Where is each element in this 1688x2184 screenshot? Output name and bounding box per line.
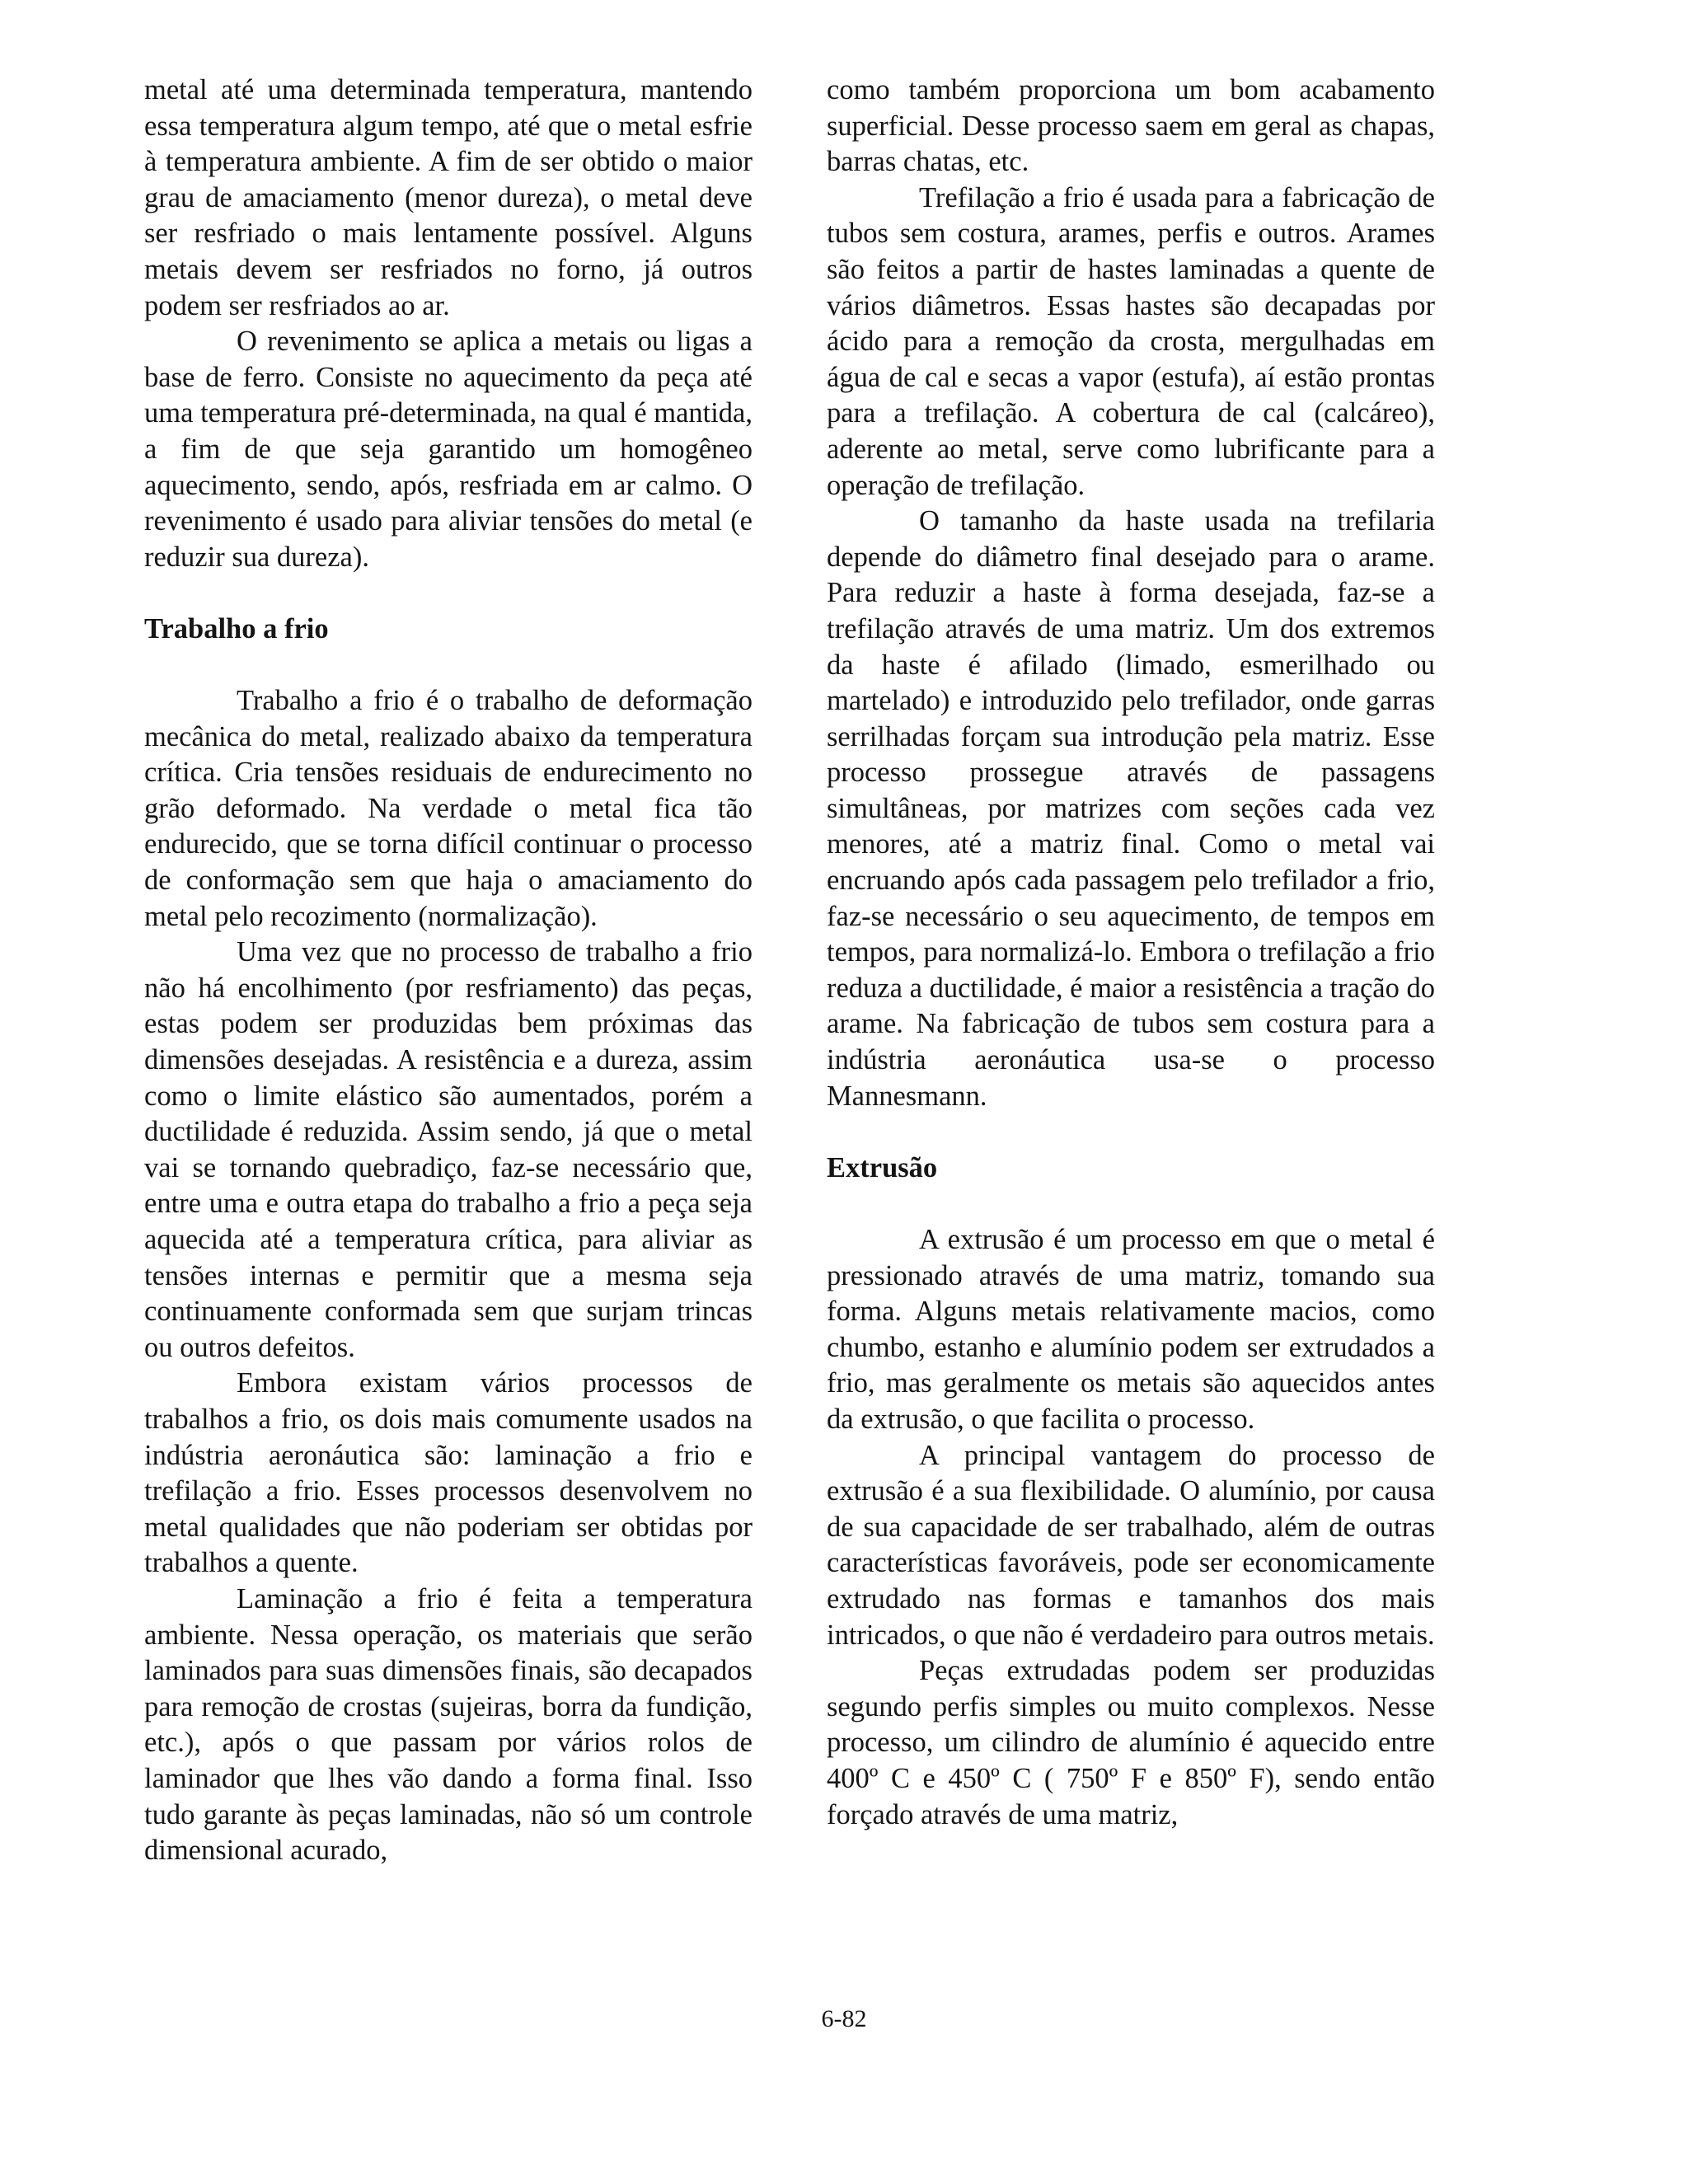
paragraph-wire-drawing: O tamanho da haste usada na trefilaria depende do diâmetro final desejado para o arame. Para reduzir a haste à forma desejada, faz-se a trefilação através de uma matriz. Um dos extremos da haste é afilado (limado, esmerilhado ou martelado) e introduzido pelo trefilador, onde garras serrilhadas forçam sua introdução pela matriz. Esse processo prossegue através de passagens simultâneas, por matrizes com seções cada vez menores, até a matriz final. Como o metal vai encruando após cada passagem pelo trefilador a frio, faz-se necessário o seu aquecimento, de tempos em tempos, para normalizá-lo. Embora o trefilação a frio reduza a ductilidade, é maior a resistência a tração do arame. Na fabricação de tubos sem costura para a indústria aeronáutica usa-se o processo Mannesmann. <box>827 505 1435 1112</box>
paragraph-cold-work-definition: Trabalho a frio é o trabalho de deformação mecânica do metal, realizado abaixo da temperatura crítica. Cria tensões residuais de endurecimento no grão deformado. Na verdade o metal fica tão endurecido, que se torna difícil continuar o processo de conformação sem que haja o amaciamento do metal pelo recozimento (normalização). <box>144 685 753 932</box>
paragraph-extrusion-process: Peças extrudadas podem ser produzidas segundo perfis simples ou muito complexos. Nesse processo, um cilindro de alumínio é aquecido entre 400º C e 450º C ( 750º F e 850º F), sendo então forçado através de uma matriz, <box>827 1655 1435 1830</box>
page-number: 6-82 <box>821 2005 867 2032</box>
spacer <box>144 648 753 684</box>
paragraph-annealing-continued: metal até uma determinada temperatura, mantendo essa temperatura algum tempo, até que o metal esfrie à temperatura ambiente. A fim de ser obtido o maior grau de amaciamento (menor dureza), o metal deve ser resfriado o mais lentamente possível. Alguns metais devem ser resfriados no forno, já outros podem ser resfriados ao ar. <box>144 74 753 321</box>
paragraph-extrusion-advantage: A principal vantagem do processo de extrusão é a sua flexibilidade. O alumínio, por causa de sua capacidade de ser trabalhado, além de outras características favoráveis, pode ser economicamente extrudado nas formas e tamanhos dos mais intricados, o que não é verdadeiro para outros metais. <box>827 1439 1435 1651</box>
paragraph-cold-work-processes: Embora existam vários processos de trabalhos a frio, os dois mais comumente usados na indústria aeronáutica são: laminação a frio e trefilação a frio. Esses processos desenvolvem no metal qualidades que não poderiam ser obtidas por trabalhos a quente. <box>144 1367 753 1579</box>
spacer <box>827 1186 1435 1222</box>
right-column <box>827 73 1435 1833</box>
paragraph-extrusion-definition: A extrusão é um processo em que o metal é pressionado através de uma matriz, tomando sua forma. Alguns metais relativamente macios, como chumbo, estanho e alumínio podem ser extrudados a frio, mas geralmente os metais são aquecidos antes da extrusão, o que facilita o processo. <box>827 1224 1435 1435</box>
paragraph-cold-drawing: Trefilação a frio é usada para a fabricação de tubos sem costura, arames, perfis e outros. Arames são feitos a partir de hastes laminadas a quente de vários diâmetros. Essas hastes são decapadas por ácido para a remoção da crosta, mergulhadas em água de cal e secas a vapor (estufa), aí estão prontas para a trefilação. A cobertura de cal (calcáreo), aderente ao metal, serve como lubrificante para a operação de trefilação. <box>827 181 1435 501</box>
heading-extrusion: Extrusão <box>827 1151 938 1183</box>
paragraph-cold-rolling: Laminação a frio é feita a temperatura ambiente. Nessa operação, os materiais que serão laminados para suas dimensões finais, são decapados para remoção de crostas (sujeiras, borra da fundição, etc.), após o que passam por vários rolos de laminador que lhes vão dando a forma final. Isso tudo garante às peças laminadas, não só um controle dimensional acurado, <box>144 1582 753 1867</box>
spacer <box>144 575 753 612</box>
paragraph-cold-work-properties: Uma vez que no processo de trabalho a frio não há encolhimento (por resfriamento) das peças, estas podem ser produzidas bem próximas das dimensões desejadas. A resistência e a dureza, assim como o limite elástico são aumentados, porém a ductilidade é reduzida. Assim sendo, já que o metal vai se tornando quebradiço, faz-se necessário que, entre uma e outra etapa do trabalho a frio a peça seja aquecida até a temperatura crítica, para aliviar as tensões internas e permitir que a mesma seja continuamente conformada sem que surjam trincas ou outros defeitos. <box>144 936 753 1363</box>
left-column <box>144 73 753 1869</box>
paragraph-cold-rolling-continued: como também proporciona um bom acabamento superficial. Desse processo saem em geral as chapas, barras chatas, etc. <box>827 74 1435 178</box>
heading-cold-work: Trabalho a frio <box>144 612 329 644</box>
paragraph-tempering: O revenimento se aplica a metais ou ligas a base de ferro. Consiste no aquecimento da peça até uma temperatura pré-determinada, na qual é mantida, a fim de que seja garantido um homogêneo aquecimento, sendo, após, resfriada em ar calmo. O revenimento é usado para aliviar tensões do metal (e reduzir sua dureza). <box>144 326 753 573</box>
spacer <box>827 1114 1435 1151</box>
